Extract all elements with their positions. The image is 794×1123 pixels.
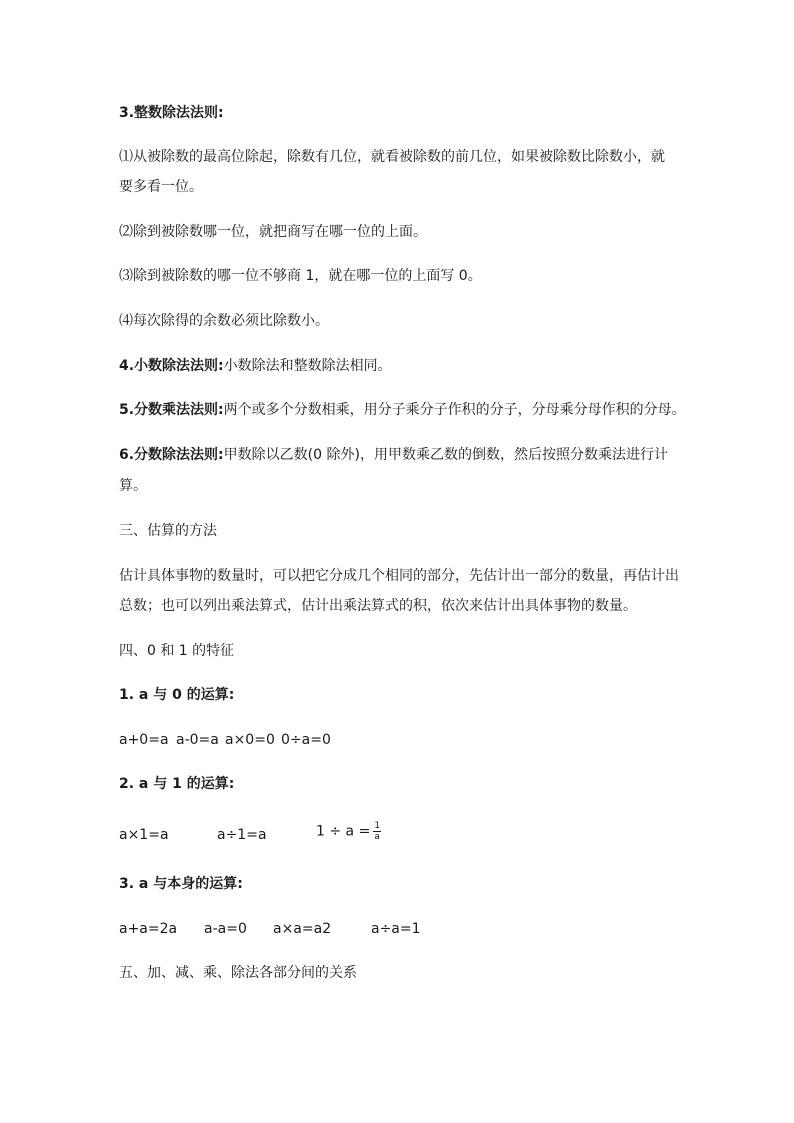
estimation-line-1: 估计具体事物的数量时，可以把它分成几个相同的部分，先估计出一部分的数量，再估计出 [119, 568, 679, 584]
formula: a-a=0 [204, 921, 247, 937]
formula: a÷a=1 [371, 921, 421, 937]
section-6-text: 甲数除以乙数(0 除外)，用甲数乘乙数的倒数，然后按照分数乘法进行计 [223, 447, 668, 463]
sub-1-heading: 1. a 与 0 的运算: [119, 687, 235, 703]
fraction-denominator: a [374, 832, 380, 842]
fraction-formula [316, 821, 381, 842]
sub-1-formulas [119, 730, 619, 750]
section-5-text: 两个或多个分数相乘，用分子乘分子作积的分子，分母乘分母作积的分母。 [223, 402, 686, 418]
sub-3-heading: 3. a 与本身的运算: [119, 876, 243, 892]
section-6 [119, 445, 668, 465]
fraction [373, 821, 381, 842]
part-3-title: 三、估算的方法 [119, 523, 217, 539]
formula: a×1=a [119, 827, 169, 843]
section-4-heading: 4.小数除法法则: [119, 358, 224, 374]
part-4-title: 四、0 和 1 的特征 [119, 643, 235, 659]
rule-line-1: ⑴从被除数的最高位除起，除数有几位，就看被除数的前几位，如果被除数比除数小，就 [119, 149, 665, 165]
part-5-title: 五、加、减、乘、除法各部分间的关系 [119, 965, 357, 981]
rule-line-2: ⑵除到被除数哪一位，就把商写在哪一位的上面。 [119, 224, 427, 240]
formula: a×0=0 [225, 732, 275, 748]
section-4 [119, 356, 392, 376]
section-5 [119, 400, 686, 420]
formula: a+0=a [119, 732, 169, 748]
section-6-heading: 6.分数除法法则: [119, 447, 224, 463]
sub-2-heading: 2. a 与 1 的运算: [119, 776, 235, 792]
sub-3-formulas [119, 919, 619, 939]
rule-line-4: ⑷每次除得的余数必须比除数小。 [119, 313, 329, 329]
section-4-text: 小数除法和整数除法相同。 [223, 358, 392, 374]
fraction-numerator: 1 [374, 821, 381, 831]
formula: a+a=2a [119, 921, 178, 937]
formula: a÷1=a [217, 827, 267, 843]
estimation-line-2: 总数；也可以列出乘法算式，估计出乘法算式的积，依次来估计出具体事物的数量。 [119, 598, 637, 614]
rule-line-1-cont: 要多看一位。 [119, 179, 203, 195]
formula: a-0=a [176, 732, 219, 748]
formula: 0÷a=0 [281, 732, 331, 748]
section-5-heading: 5.分数乘法法则: [119, 402, 224, 418]
section-3-heading: 3.整数除法法则: [119, 105, 224, 121]
sub-2-formulas [119, 821, 619, 847]
section-6-text-cont: 算。 [119, 478, 147, 494]
rule-line-3: ⑶除到被除数的哪一位不够商 1，就在哪一位的上面写 0。 [119, 268, 482, 284]
fraction-lhs: 1 ÷ a = [316, 823, 371, 840]
formula: a×a=a2 [273, 921, 332, 937]
